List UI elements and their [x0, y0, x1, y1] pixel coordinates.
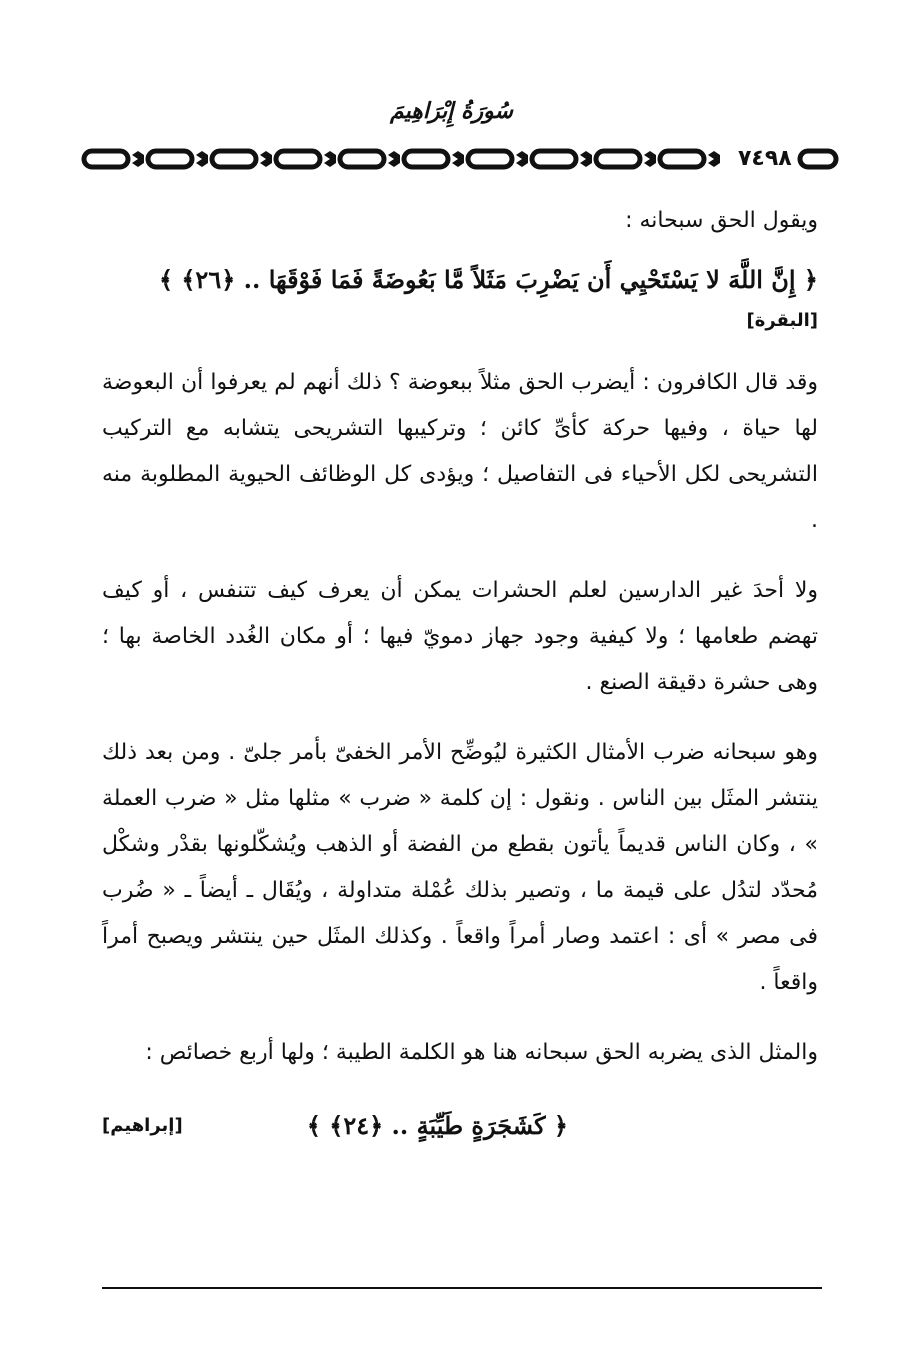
surah-title: سُورَةُ إِبْرَاهِيمَ	[390, 98, 513, 124]
ornamental-divider	[80, 146, 840, 172]
page-body	[102, 198, 818, 1152]
verse-reference-baqarah: [البقرة]	[746, 310, 818, 331]
quran-verse-ibrahim: ﴿ كَشَجَرَةٍ طَيِّبَةٍ .. ﴿٢٤﴾ ﴾	[306, 1111, 568, 1140]
bottom-rule	[102, 1287, 822, 1289]
quran-verse-baqarah: ﴿ إِنَّ اللَّهَ لا يَسْتَحْيِي أَن يَضْرِبَ مَثَلاً مَّا بَعُوضَةً فَمَا فَوْقَهَا .. ﴿٢٦﴾ ﴾	[158, 265, 818, 294]
paragraph-1: وقد قال الكافرون : أيضرب الحق مثلاً ببعوضة ؟ ذلك أنهم لم يعرفوا أن البعوضة لها حياة ، وفيها حركة كأىِّ كائن ؛ وتركيبها التشريحى يتشابه مع التركيب التشريحى لكل الأحياء فى التفاصيل ؛ ويؤدى كل الوظائف الحيوية المطلوبة منه .	[102, 370, 818, 533]
verse-reference-ibrahim: [إبراهيم]	[102, 1115, 183, 1136]
page-number: ٧٤٩٨	[738, 146, 792, 171]
intro-line: ويقول الحق سبحانه :	[625, 208, 818, 233]
paragraph-2: ولا أحدَ غير الدارسين لعلم الحشرات يمكن أن يعرف كيف تتنفس ، أو كيف تهضم طعامها ؛ ولا كيفية وجود جهاز دمويّ فيها ؛ أو مكان الغُدد الخاصة بها ؛ وهى حشرة دقيقة الصنع .	[102, 578, 818, 695]
paragraph-4: والمثل الذى يضربه الحق سبحانه هنا هو الكلمة الطيبة ؛ ولها أربع خصائص :	[145, 1040, 818, 1065]
paragraph-3: وهو سبحانه ضرب الأمثال الكثيرة ليُوضِّح الأمر الخفىّ بأمر جلىّ . ومن بعد ذلك ينتشر المثَل بين الناس . ونقول : إن كلمة « ضرب » مثلها مثل « ضرب العملة » ، وكان الناس قديماً يأتون بقطع من الفضة أو الذهب ويُشكّلونها بقدْر وشكْل مُحدّد لتدُل على قيمة ما ، وتصير بذلك عُمْلة متداولة ، ويُقَال ـ أيضاً ـ « ضُرب فى مصر » أى : اعتمد وصار أمراً واقعاً . وكذلك المثَل حين ينتشر ويصبح أمراً واقعاً .	[102, 740, 818, 995]
verse-row-ibrahim	[102, 1100, 818, 1152]
